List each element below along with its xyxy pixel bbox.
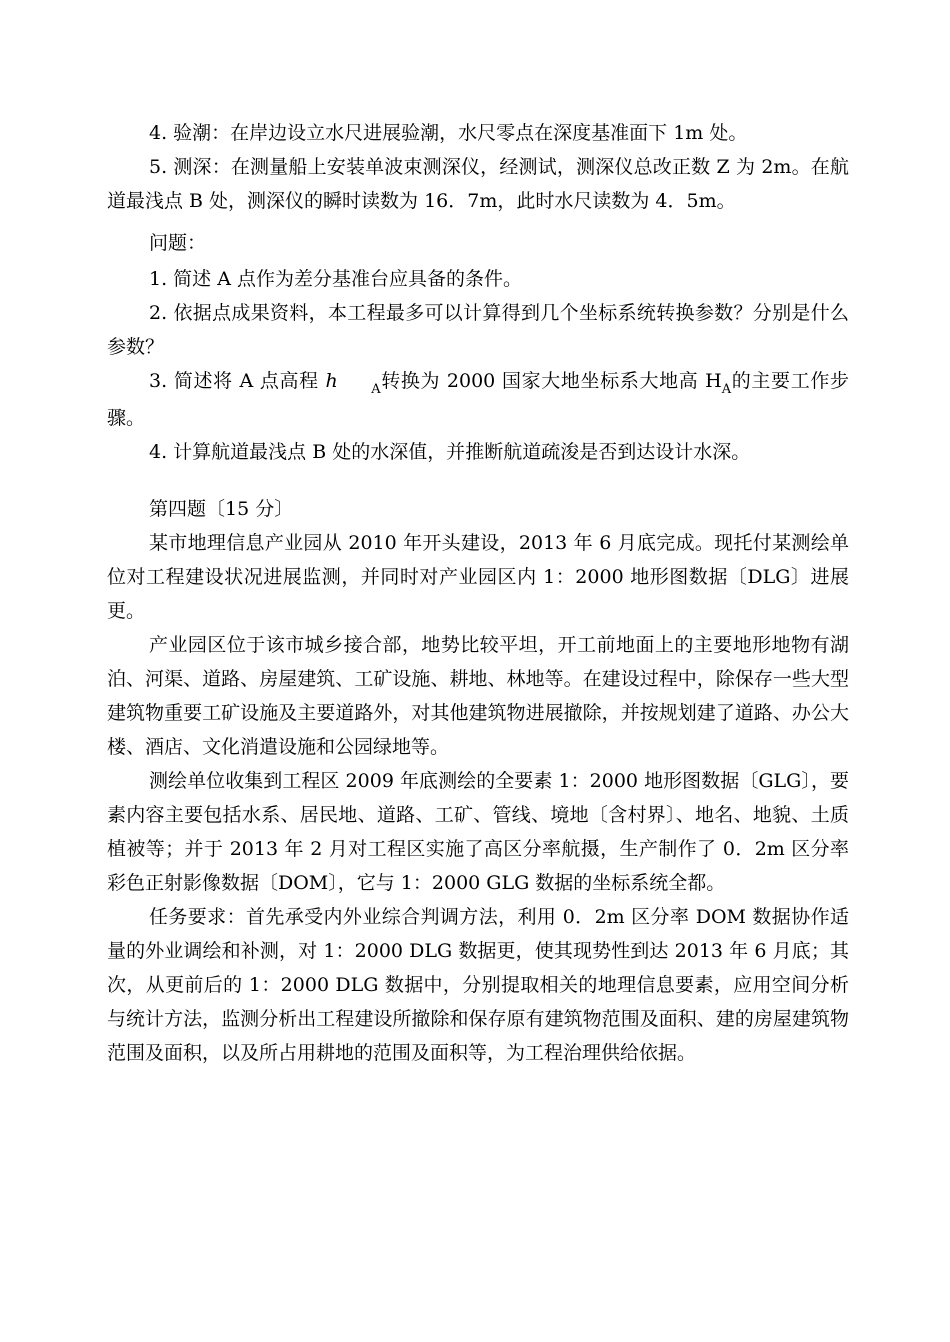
section4-para-4: 任务要求：首先承受内外业综合判调方法，利用 0．2m 区分率 DOM 数据协作适量的外业调绘和补测，对 1：2000 DLG 数据更，使其现势性到达 2013 年 6 月底；其次，从更前后的 1：2000 DLG 数据中，分别提取相关的地理信息要素，应用空间分析与统计方法，监测分析出工程建设所撤除和保存原有建筑物范围及面积、建的房屋建筑物范围及面积，以及所占用耕地的范围及面积等，为工程治理供给依据。 [107,906,849,1064]
question-4: 4. 计算航道最浅点 B 处的水深值，并推断航道疏浚是否到达设计水深。 [149,441,751,463]
item-4-tide: 4. 验潮：在岸边设立水尺进展验潮，水尺零点在深度基准面下 1m 处。 [149,122,748,144]
question-3: 3. 简述将 A 点高程 h $_A$转换为 2000 国家大地坐标系大地高 $H_A$的主要工作步骤。 [107,370,849,429]
item-5-sounding: 5. 测深：在测量船上安装单波束测深仪，经测试，测深仪总改正数 Z 为 2m。在航道最浅点 B 处，测深仪的瞬时读数为 16．7m，此时水尺读数为 4．5m。 [107,156,849,212]
subscript-a: A [721,382,732,397]
question-2: 2. 依据点成果资料，本工程最多可以计算得到几个坐标系统转换参数？分别是什么参数？ [107,302,849,358]
section3-tail [107,116,849,469]
questions-label: 问题： [149,232,207,254]
section4-para-2: 产业园区位于该市城乡接合部，地势比较平坦，开工前地面上的主要地形地物有湖泊、河渠、道路、房屋建筑、工矿设施、耕地、林地等。在建设过程中，除保存一些大型建筑物重要工矿设施及主要道路外，对其他建筑物进展撤除，并按规划建了道路、办公大楼、酒店、文化消遣设施和公园绿地等。 [107,634,849,758]
section4-title: 第四题〔15 分〕 [149,498,294,520]
subscript-a: A [371,382,381,397]
section4-para-3: 测绘单位收集到工程区 2009 年底测绘的全要素 1：2000 地形图数据〔GLG〕，要素内容主要包括水系、居民地、道路、工矿、管线、境地〔含村界〕、地名、地貌、土质植被等；并于 2013 年 2 月对工程区实施了高区分率航摄，生产制作了 0．2m 区分率彩色正射影像数据〔DOM〕，它与 1：2000 GLG 数据的坐标系统全都。 [107,770,849,894]
question-1: 1. 简述 A 点作为差分基准台应具备的条件。 [149,268,522,290]
section4-para-1: 某市地理信息产业园从 2010 年开头建设，2013 年 6 月底完成。现托付某测绘单位对工程建设状况进展监测，并同时对产业园区内 1：2000 地形图数据〔DLG〕进展更。 [107,532,849,622]
section4 [107,492,849,1070]
height-symbol-h: h [325,370,338,392]
